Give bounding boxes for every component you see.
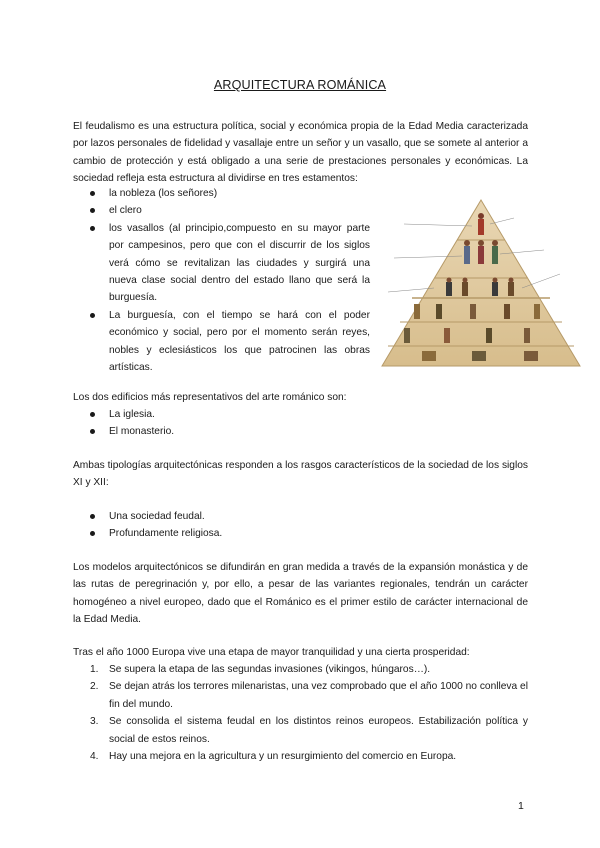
bullet-icon: [90, 514, 95, 519]
bullet-icon: [90, 412, 95, 417]
list-item: 2. Se dejan atrás los terrores milenaristas, una vez comprobado que el año 1000 no conlleva el fin del mundo.: [90, 681, 528, 710]
edificios-list: [90, 406, 528, 441]
bullet-icon: [90, 208, 95, 213]
bullet-icon: [90, 191, 95, 196]
list-item: 3. Se consolida el sistema feudal en los distintos reinos europeos. Estabilización política y social de estos reinos.: [90, 716, 528, 745]
europa-list: [90, 661, 528, 765]
bullet-icon: [90, 313, 95, 318]
list-item: El monasterio.: [90, 423, 528, 440]
list-item: la nobleza (los señores): [90, 185, 370, 202]
list-item: Profundamente religiosa.: [90, 525, 528, 542]
list-item: La iglesia.: [90, 406, 528, 423]
list-item: La burguesía, con el tiempo se hará con el poder económico y social, pero por el momento serán reyes, nobles y eclesiásticos los que patrocinen las obras artísticas.: [90, 307, 370, 377]
feudal-pyramid-illustration: [374, 196, 588, 378]
bullet-icon: [90, 429, 95, 434]
europa-intro: Tras el año 1000 Europa vive una etapa de mayor tranquilidad y una cierta prosperidad:: [73, 647, 470, 658]
modelos-paragraph: Los modelos arquitectónicos se difundirán en gran medida a través de la expansión monástica y de las rutas de peregrinación y, por ello, a pesar de las variantes regionales, tendrán un carácter homogéneo a nivel europeo, dado que el Románico es el primer estilo de carácter internacional de la Edad Media.: [73, 562, 528, 626]
list-item: 4. Hay una mejora en la agricultura y un resurgimiento del comercio en Europa.: [90, 751, 457, 763]
estamentos-list: [90, 185, 370, 376]
list-item: el clero: [90, 202, 370, 219]
nobility-figures: [464, 240, 498, 264]
tipologias-paragraph: Ambas tipologías arquitectónicas responden a los rasgos característicos de la sociedad de los siglos XI y XII:: [73, 460, 528, 489]
intro-paragraph: El feudalismo es una estructura política, social y económica propia de la Edad Media caracterizada por lazos personales de fidelidad y vasallaje entre un señor y un vasallo, que se somete al anterior a cambio de protección y está obligado a una serie de prestaciones personales y económicas. La sociedad refleja esta estructura al dividirse en tres estamentos:: [73, 121, 528, 185]
edificios-intro: Los dos edificios más representativos del arte románico son:: [73, 392, 347, 403]
list-item: los vasallos (al principio,compuesto en su mayor parte por campesinos, pero que con el discurrir de los siglos verá cómo se revitalizan las ciudades y surgirá una nueva clase social dentro del estado llano que será la burguesía.: [90, 220, 370, 307]
bullet-icon: [90, 531, 95, 536]
list-item: Una sociedad feudal.: [90, 508, 528, 525]
bullet-icon: [90, 226, 95, 231]
page-number: 1: [518, 800, 524, 812]
rasgos-list: [90, 508, 528, 543]
king-figure: [478, 213, 484, 235]
page-title: ARQUITECTURA ROMÁNICA: [213, 78, 387, 92]
list-item: 1. Se supera la etapa de las segundas invasiones (vikingos, húngaros…).: [90, 664, 431, 675]
